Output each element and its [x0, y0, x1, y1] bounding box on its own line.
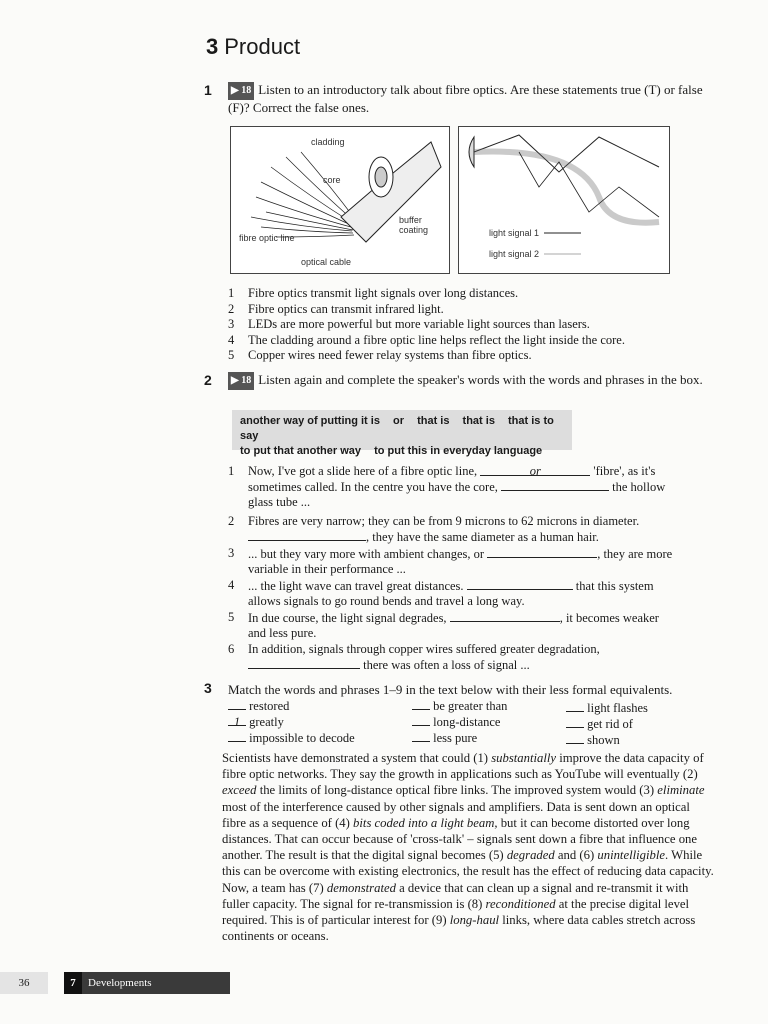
answer-blank[interactable]	[487, 546, 597, 558]
answer-blank[interactable]	[412, 730, 430, 742]
statement-list	[228, 286, 708, 364]
sentence-6: 6 In addition, signals through copper wires suffered greater degradation, there was often a loss of signal ...	[228, 642, 600, 672]
answer-blank[interactable]	[501, 479, 609, 491]
sentence-1: 1 Now, I've got a slide here of a fibre optic line, or 'fibre', as it's sometimes called. In the centre you have the core, the hollow glass tube ...	[228, 464, 666, 509]
match-item: be greater than	[412, 698, 507, 714]
answer-blank[interactable]	[566, 700, 584, 712]
sentence-5: 5 In due course, the light signal degrades, , it becomes weaker and less pure.	[228, 610, 659, 640]
answer-blank[interactable]	[248, 529, 366, 541]
instruction-text: Listen to an introductory talk about fibre optics. Are these statements true (T) or false (F)? Correct the false ones.	[228, 82, 703, 115]
list-item: 2 Fibre optics can transmit infrared light.	[228, 301, 444, 316]
answer-blank[interactable]	[467, 578, 573, 590]
match-item: get rid of	[566, 716, 633, 732]
answer-blank[interactable]	[228, 730, 246, 742]
page-number: 36	[0, 972, 48, 994]
answer-blank[interactable]	[248, 657, 360, 669]
fibre-cable-figure	[230, 126, 450, 274]
answer-blank[interactable]	[566, 732, 584, 744]
label-fibre-optic-line: fibre optic line	[239, 233, 295, 243]
answer-blank[interactable]: 1	[228, 714, 246, 726]
audio-track-badge[interactable]: ▶ 18	[228, 82, 254, 100]
answer-blank[interactable]	[450, 610, 560, 622]
word-box-item: or	[393, 415, 405, 427]
word-box-item: that is to say	[240, 415, 554, 442]
audio-track-badge[interactable]: ▶ 18	[228, 372, 254, 390]
match-item: restored	[228, 698, 289, 714]
label-light-signal-2: light signal 2	[489, 249, 540, 259]
exercise-1-instruction	[228, 82, 718, 116]
match-item: impossible to decode	[228, 730, 355, 746]
label-buffer-coating: buffer coating	[399, 215, 429, 235]
exercise-2-instruction	[228, 372, 718, 390]
unit-footer	[64, 972, 230, 994]
exercise-2-number: 2	[204, 372, 212, 388]
sentence-4: 4 ... the light wave can travel great distances. that this system allows signals to go round bends and travel a long way.	[228, 578, 654, 608]
word-box-item: another way of putting it is	[240, 415, 380, 427]
list-item: 3 LEDs are more powerful but more variable light sources than lasers.	[228, 317, 590, 331]
instruction-text: Listen again and complete the speaker's words with the words and phrases in the box.	[258, 372, 703, 387]
sentence-3: 3 ... but they vary more with ambient changes, or , they are more variable in their performance ...	[228, 546, 673, 576]
answer-blank[interactable]	[228, 698, 246, 710]
page-title	[206, 34, 300, 60]
answer-blank[interactable]	[566, 716, 584, 728]
unit-footer-title: Developments	[88, 977, 152, 989]
list-item: 4 The cladding around a fibre optic line helps reflect the light inside the core.	[228, 332, 625, 347]
match-item: light flashes	[566, 700, 648, 716]
match-item: long-distance	[412, 714, 500, 730]
list-item: 5 Copper wires need fewer relay systems than fibre optics.	[228, 348, 532, 362]
exercise-3-instruction: Match the words and phrases 1–9 in the text below with their less formal equivalents.	[228, 682, 673, 697]
exercise-3-number: 3	[204, 680, 212, 696]
match-item: less pure	[412, 730, 477, 746]
unit-badge: 7	[64, 972, 82, 994]
label-optical-cable: optical cable	[301, 257, 352, 267]
label-core: core	[323, 175, 341, 185]
reading-paragraph: Scientists have demonstrated a system that could (1) substantially improve the data capacity of fibre optic networks. They say the growth in applications such as YouTube will eventually (2) exceed the limits of long-distance optical fibre links. The improved system would (3) eliminate most of the interference caused by other signals and amplifiers. Data is sent down an optical fibre as a sequence of (4) bits coded into a light beam, but it can become distorted over long distances. That can occur because of 'cross-talk' – signals sent down a fibre that influence one another. The result is that the digital signal becomes (5) degraded and (6) unintelligible. While this can be overcome with existing electronics, the result has the effect of reducing data capacity. Now, a team has (7) demonstrated a device that can clean up a signal and re-transmit it with fuller capacity. The signal for re-transmission is (8) reconditioned at the precise digital level required. This is of particular interest for (9) long-haul links, where data cables stretch across continents or oceans.	[222, 751, 714, 944]
word-box	[232, 410, 572, 457]
unit-title: Product	[224, 34, 301, 59]
exercise-1-number: 1	[204, 82, 212, 98]
word-box-item: that is	[417, 415, 450, 427]
answer-blank[interactable]: or	[480, 464, 590, 476]
label-cladding: cladding	[311, 137, 345, 147]
word-box-item: that is	[462, 415, 495, 427]
answer-blank[interactable]	[412, 698, 430, 710]
sentence-2: 2 Fibres are very narrow; they can be from 9 microns to 62 microns in diameter. , they have the same diameter as a human hair.	[228, 514, 640, 544]
word-box-item: to put this in everyday language	[374, 445, 543, 457]
word-box-item: to put that another way	[240, 445, 361, 457]
label-light-signal-1: light signal 1	[489, 228, 540, 238]
answer-blank[interactable]	[412, 714, 430, 726]
list-item: 1 Fibre optics transmit light signals over long distances.	[228, 286, 519, 300]
light-signal-figure	[458, 126, 670, 274]
match-item: shown	[566, 732, 620, 748]
match-item: 1 greatly	[228, 714, 284, 730]
unit-number: 3	[206, 34, 219, 59]
fibre-cable-illustration	[231, 127, 449, 273]
